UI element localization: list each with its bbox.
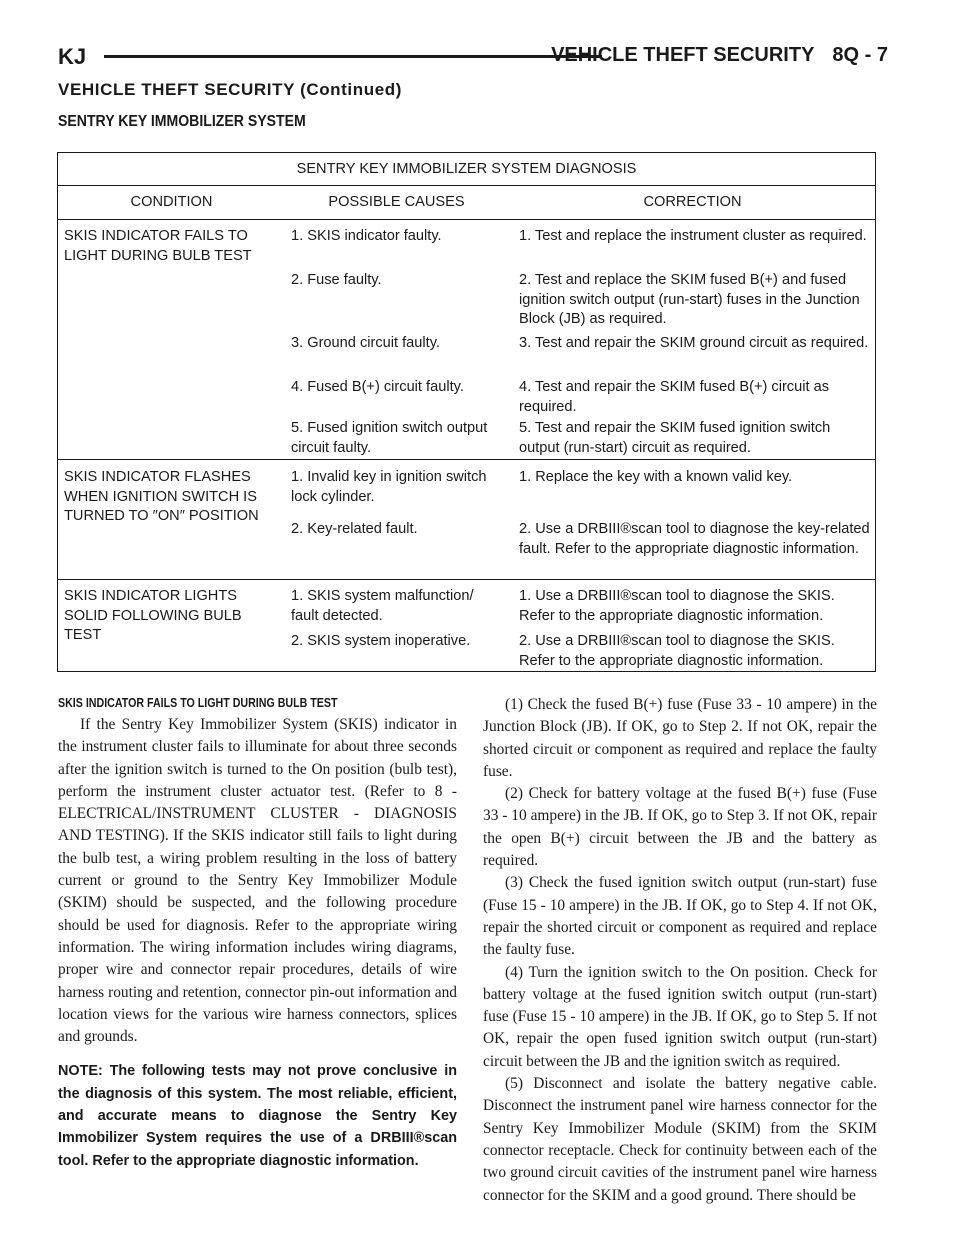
header-correction: CORRECTION (643, 194, 742, 210)
correction-cell: 2. Use a DRBIII®scan tool to diagnose the key-related fault. Refer to the appropriate diagnostic information. (519, 521, 870, 557)
page-number: 8Q - 7 (832, 44, 888, 66)
note-paragraph: NOTE: The following tests may not prove conclusive in the diagnosis of this system. The most reliable, efficient, and accurate means to diagnose the Sentry Key Immobilizer System requires the use of a DRBIII®scan tool. Refer to the appropriate diagnostic information. (58, 1063, 457, 1169)
cause-cell: 1. Invalid key in ignition switch lock cylinder. (291, 469, 487, 505)
cause-cell: 1. SKIS indicator faulty. (291, 228, 442, 244)
correction-cell: 1. Test and replace the instrument cluster as required. (519, 228, 867, 244)
cause-cell: 4. Fused B(+) circuit faulty. (291, 379, 464, 395)
step-paragraph: (5) Disconnect and isolate the battery negative cable. Disconnect the instrument panel wire harness connector for the Sentry Key Immobilizer Module (SKIM) from the SKIM connector receptacle. Check for continuity between each of the two ground circuit cavities of the instrument panel wire harness connector for the SKIM and a good ground. There should be (483, 1075, 877, 1204)
page-header (58, 44, 888, 68)
correction-cell: 2. Test and replace the SKIM fused B(+) and fused ignition switch output (run-start) fuses in the Junction Block (JB) as required. (519, 272, 860, 327)
header-causes: POSSIBLE CAUSES (328, 194, 465, 210)
left-column (58, 714, 457, 1172)
step-paragraph: (2) Check for battery voltage at the fused B(+) fuse (Fuse 33 - 10 ampere) in the JB. If OK, go to Step 3. If not OK, repair the open B(+) circuit between the JB and the battery as required. (483, 785, 877, 870)
model-code: KJ (58, 44, 87, 69)
header-rule (104, 55, 602, 58)
correction-cell: 2. Use a DRBIII®scan tool to diagnose the SKIS. Refer to the appropriate diagnostic information. (519, 633, 835, 669)
table-rule (58, 579, 875, 580)
cause-cell: 2. Fuse faulty. (291, 272, 382, 288)
header-title: VEHICLE THEFT SECURITY (551, 44, 815, 66)
correction-cell: 1. Use a DRBIII®scan tool to diagnose the SKIS. Refer to the appropriate diagnostic information. (519, 588, 835, 624)
step-paragraph: (4) Turn the ignition switch to the On position. Check for battery voltage at the fused ignition switch output (run-start) fuse (Fuse 15 - 10 ampere) in the JB. If OK, go to Step 5. If not OK, repair the open fused ignition switch output (run-start) circuit between the JB and the ignition switch as required. (483, 963, 877, 1070)
cause-cell: 3. Ground circuit faulty. (291, 335, 440, 351)
cause-cell: 2. Key-related fault. (291, 521, 418, 537)
diagnosis-table (57, 152, 876, 672)
section-title: SENTRY KEY IMMOBILIZER SYSTEM (58, 113, 306, 130)
condition-cell: SKIS INDICATOR FAILS TO LIGHT DURING BULB TEST (64, 228, 252, 264)
cause-cell: 1. SKIS system malfunction/ fault detected. (291, 588, 474, 624)
header-condition: CONDITION (130, 194, 213, 210)
table-rule (58, 185, 875, 186)
subsection-title: SKIS INDICATOR FAILS TO LIGHT DURING BULB TEST (58, 695, 338, 710)
table-rule (58, 219, 875, 220)
right-column (483, 694, 877, 1207)
table-caption: SENTRY KEY IMMOBILIZER SYSTEM DIAGNOSIS (296, 161, 637, 177)
step-paragraph: (1) Check the fused B(+) fuse (Fuse 33 - 10 ampere) in the Junction Block (JB). If OK, go to Step 2. If not OK, repair the shorted circuit or component as required and replace the faulty fuse. (483, 696, 877, 780)
cause-cell: 2. SKIS system inoperative. (291, 633, 471, 649)
condition-cell: SKIS INDICATOR FLASHES WHEN IGNITION SWITCH IS TURNED TO ″ON″ POSITION (64, 469, 259, 524)
table-rule (58, 459, 875, 460)
correction-cell: 4. Test and repair the SKIM fused B(+) circuit as required. (519, 379, 829, 415)
correction-cell: 5. Test and repair the SKIM fused ignition switch output (run-start) circuit as required. (519, 420, 831, 456)
condition-cell: SKIS INDICATOR LIGHTS SOLID FOLLOWING BULB TEST (64, 588, 242, 643)
header-right (551, 44, 888, 67)
correction-cell: 1. Replace the key with a known valid key. (519, 469, 793, 485)
intro-paragraph: If the Sentry Key Immobilizer System (SKIS) indicator in the instrument cluster fails to illuminate for about three seconds after the ignition switch is turned to the On position (bulb test), perform the instrument cluster actuator test. (Refer to 8 - ELECTRICAL/INSTRUMENT CLUSTER - DIAGNOSIS AND TESTING). If the SKIS indicator still fails to light during the bulb test, a wiring problem resulting in the loss of battery current or ground to the Sentry Key Immobilizer Module (SKIM) should be suspected, and the following procedure should be used for diagnosis. Refer to the appropriate wiring information. The wiring information includes wiring diagrams, proper wire and connector repair procedures, details of wire harness routing and retention, connector pin-out information and location views for the various wire harness connectors, splices and grounds. (58, 716, 457, 1046)
step-paragraph: (3) Check the fused ignition switch output (run-start) fuse (Fuse 15 - 10 ampere) in the JB. If OK, go to Step 4. If not OK, repair the shorted circuit or component as required and replace the faulty fuse. (483, 874, 877, 959)
cause-cell: 5. Fused ignition switch output circuit faulty. (291, 420, 488, 456)
correction-cell: 3. Test and repair the SKIM ground circuit as required. (519, 335, 869, 351)
continued-title: VEHICLE THEFT SECURITY (Continued) (58, 80, 403, 99)
